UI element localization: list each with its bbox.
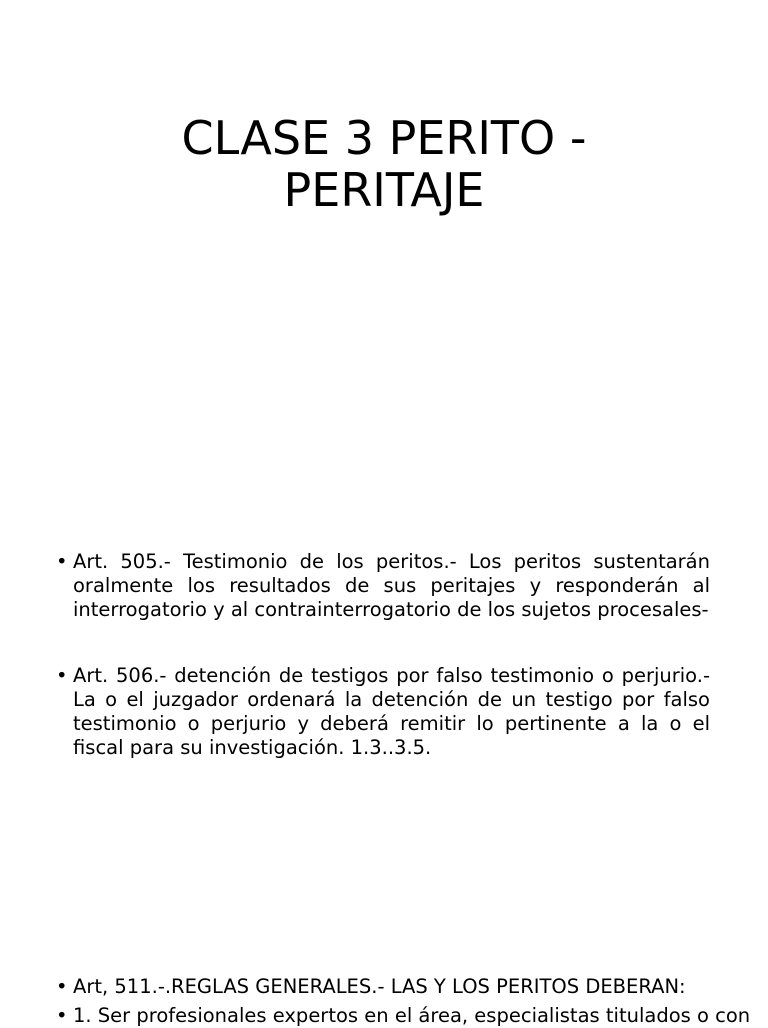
bullet-item-article-511 bbox=[56, 975, 710, 999]
slide-title bbox=[84, 112, 684, 216]
title-line-1: CLASE 3 PERITO - bbox=[181, 111, 587, 165]
article-505-list bbox=[56, 550, 710, 622]
bullet-dot-icon: • bbox=[56, 975, 68, 998]
article-511-text: Art, 511.-.REGLAS GENERALES.- LAS Y LOS PERITOS DEBERAN: bbox=[73, 975, 686, 998]
article-506-list bbox=[56, 664, 710, 760]
rule-1-text: 1. Ser profesionales expertos en el área, especialistas titulados o con bbox=[73, 1004, 751, 1027]
bullet-item-rule-1 bbox=[56, 1004, 751, 1028]
bullet-item-article-506 bbox=[56, 664, 710, 760]
article-511-list bbox=[56, 975, 751, 1028]
article-506-text: Art. 506.- detención de testigos por falso testimonio o perjurio.- La o el juzgador ordenará la detención de un testigo por falso testimonio o perjurio y deberá remitir lo pertinente a la o el fiscal para su investigación. 1.3..3.5. bbox=[73, 664, 710, 759]
bullet-dot-icon: • bbox=[56, 1004, 68, 1027]
article-505-text: Art. 505.- Testimonio de los peritos.- Los peritos sustentarán oralmente los resultados de sus peritajes y responderán al interrogatorio y al contrainterrogatorio de los sujetos procesales- bbox=[73, 550, 710, 621]
bullet-dot-icon: • bbox=[56, 664, 68, 687]
bullet-item-article-505 bbox=[56, 550, 710, 622]
bullet-dot-icon: • bbox=[56, 550, 68, 573]
title-line-2: PERITAJE bbox=[283, 163, 485, 217]
